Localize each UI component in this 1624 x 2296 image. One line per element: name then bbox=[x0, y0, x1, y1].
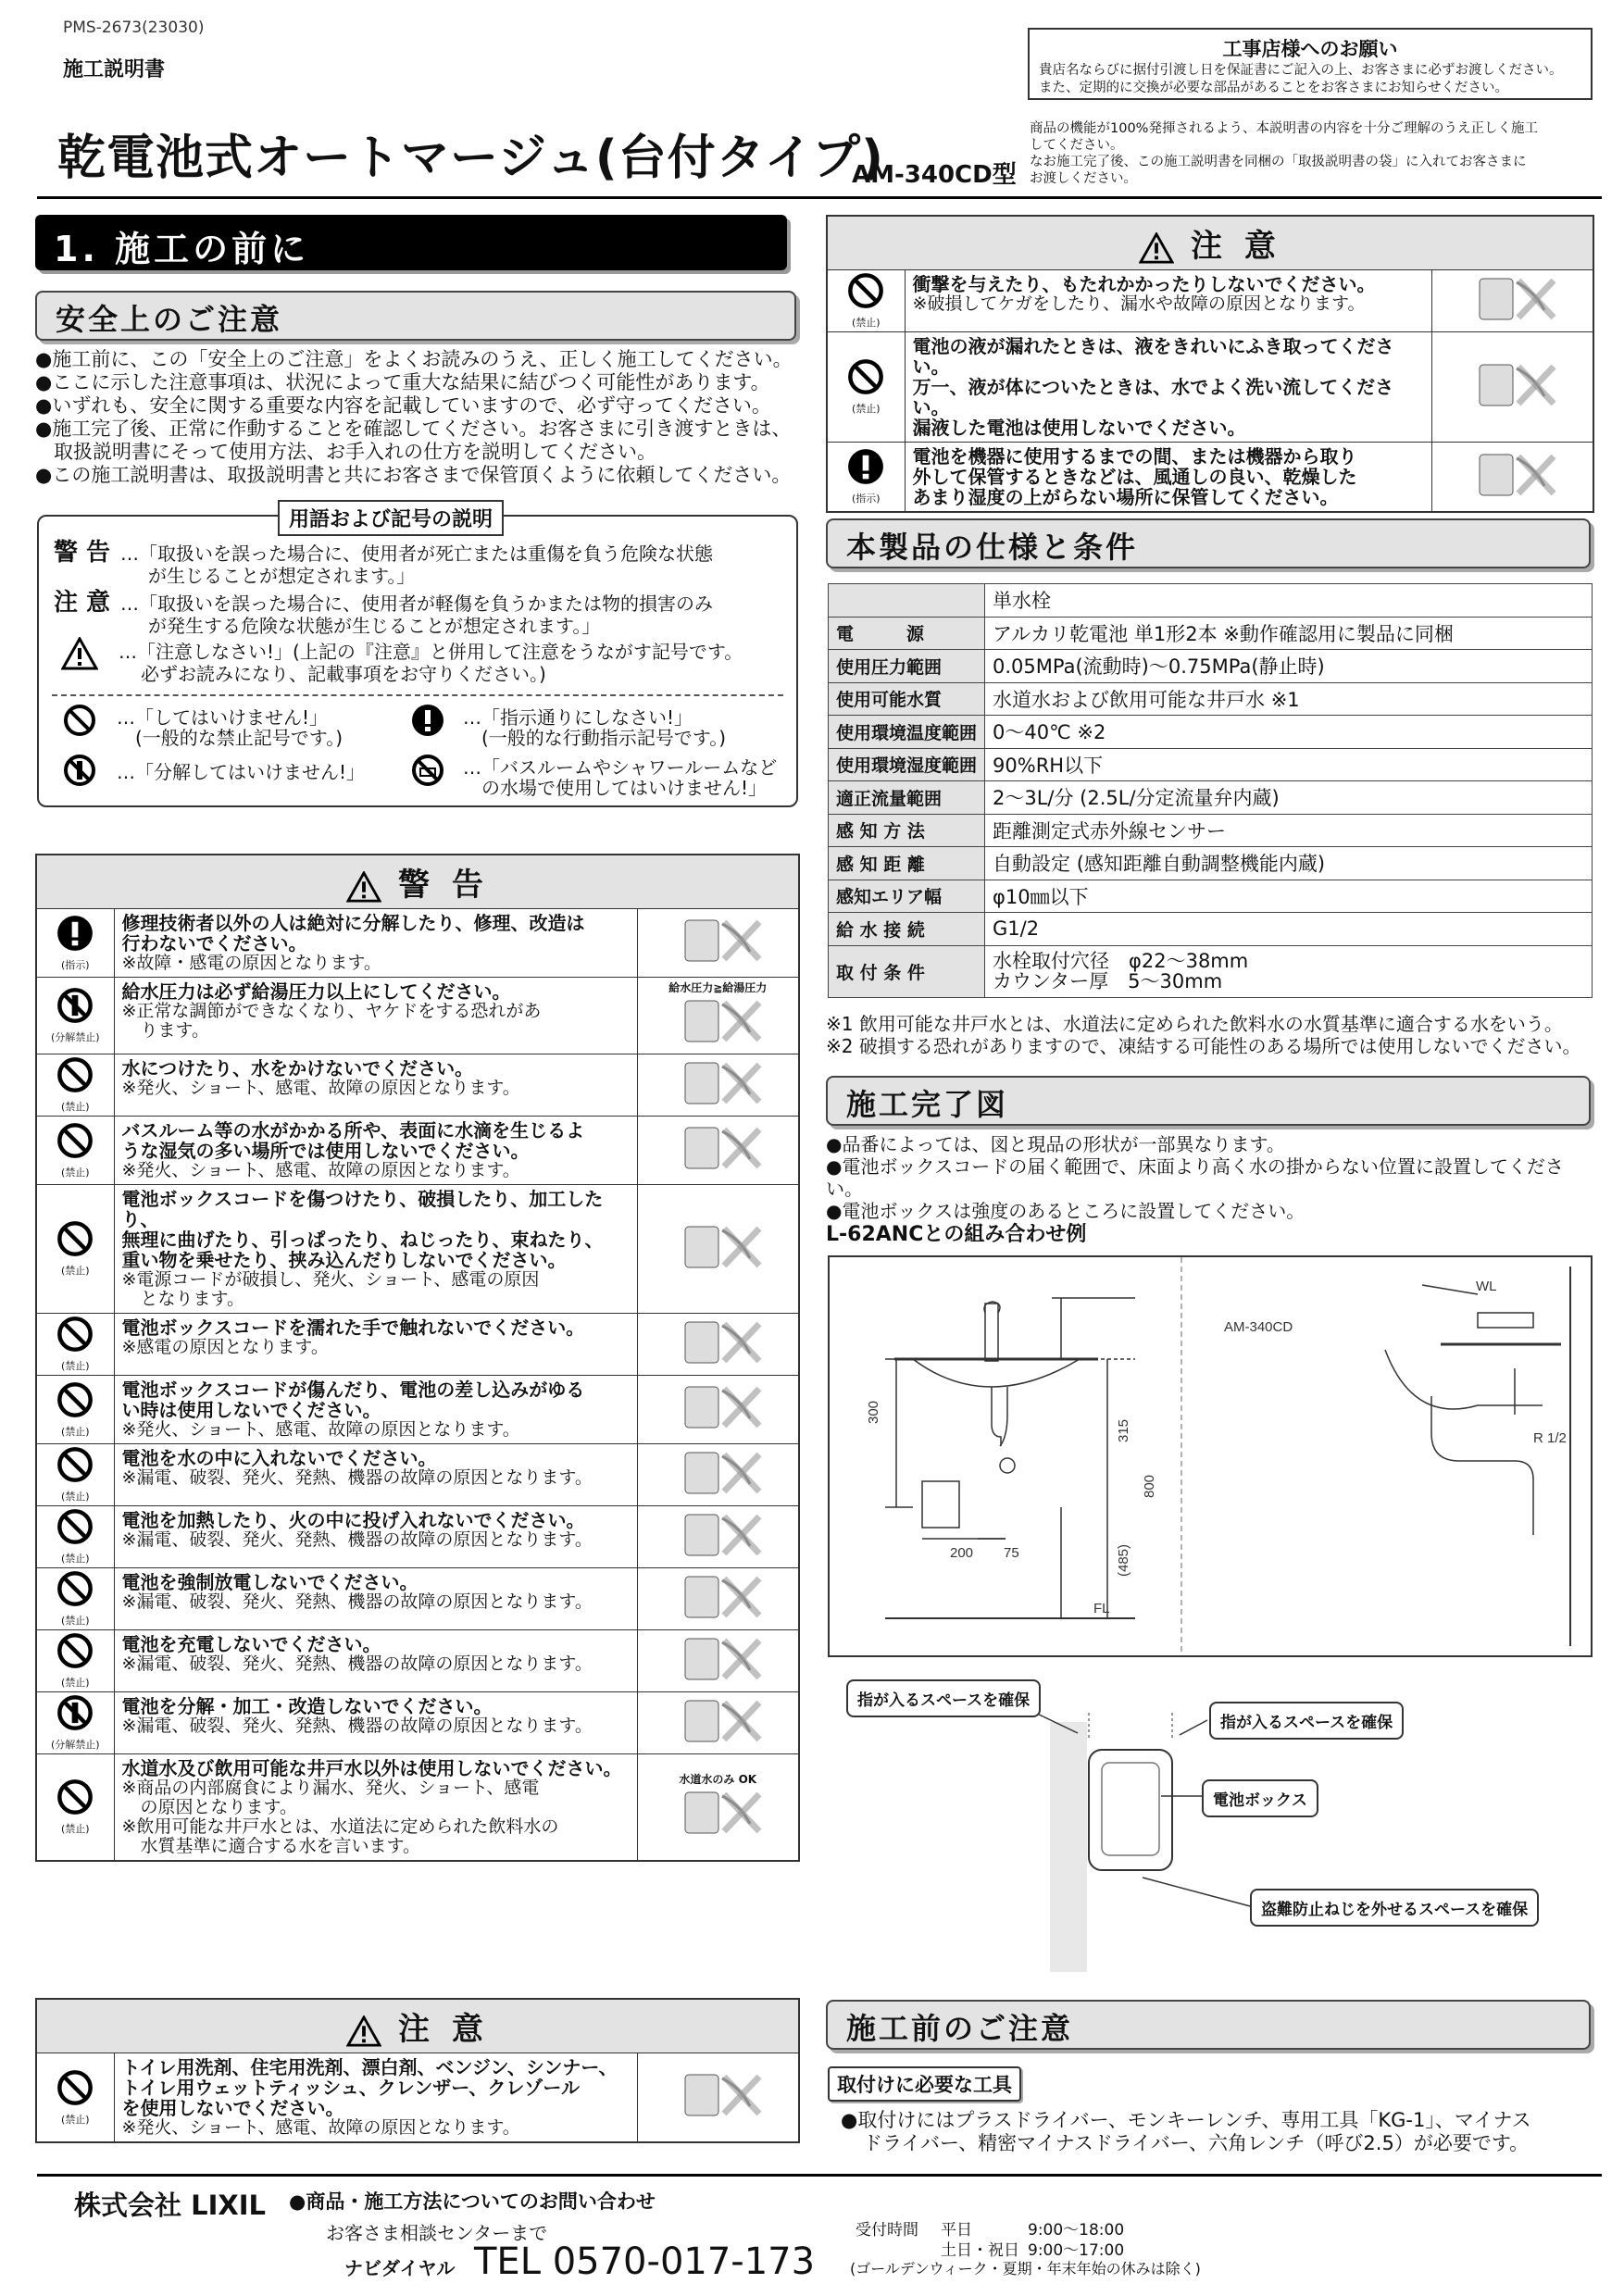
row-note-line: ※電源コードが破損し、発火、ショート、感電の原因 bbox=[121, 1269, 540, 1290]
icon-label: (分解禁止) bbox=[50, 1031, 100, 1043]
spec-key: 使用環境温度範囲 bbox=[829, 716, 985, 749]
install-note bbox=[1030, 120, 1594, 187]
dim-315: 315 bbox=[1116, 1418, 1131, 1442]
caution-header: 注 意 bbox=[827, 216, 1593, 270]
label-r12: R 1/2 bbox=[1533, 1430, 1567, 1446]
warning-triangle-icon bbox=[346, 2015, 381, 2047]
spec-key: 使用可能水質 bbox=[829, 682, 985, 716]
label-wl: WL bbox=[1476, 1279, 1497, 1294]
spec-row bbox=[829, 945, 1593, 997]
icon-label: (禁止) bbox=[851, 317, 881, 329]
row-illustration bbox=[637, 1630, 799, 1692]
complete-bullets bbox=[826, 1133, 1594, 1222]
row-illustration bbox=[637, 1054, 799, 1117]
illustration-caption: 給水圧力≧給湯圧力 bbox=[668, 981, 768, 994]
row-title-line: トイレ用ウェットティッシュ、クレンザー、クレゾール bbox=[121, 2077, 580, 2099]
disassemble-prohibit-icon bbox=[56, 987, 94, 1024]
row-icon bbox=[827, 443, 905, 513]
spec-note: ※1 飲用可能な井戸水とは、水道法に定められた飲料水の水質基準に適合する水をいう。 bbox=[826, 1013, 1563, 1035]
spec-row bbox=[829, 880, 1593, 913]
install-note-line: なお施工完了後、この施工説明書を同梱の「取扱説明書の袋」に入れてお客さまに bbox=[1030, 155, 1527, 169]
row-text bbox=[114, 1692, 637, 1754]
hours-weekday-time: 9:00～18:00 bbox=[1028, 2221, 1125, 2240]
illustration-icon bbox=[667, 1316, 768, 1368]
row-text bbox=[114, 1630, 637, 1692]
row-title-line: うな湿気の多い場所では使用しないでください。 bbox=[121, 1140, 530, 1162]
dim-300: 300 bbox=[866, 1400, 881, 1424]
row-note-line: の原因となります。 bbox=[140, 1797, 297, 1817]
row-note-line: ※漏電、破裂、発火、発熱、機器の故障の原因となります。 bbox=[121, 1467, 593, 1488]
install-note-line: 商品の機能が100%発揮されるよう、本説明書の内容を十分ご理解のうえ正しく施工 bbox=[1030, 121, 1538, 136]
spec-key: 感知エリア幅 bbox=[829, 880, 985, 913]
icon-label: (禁止) bbox=[60, 1265, 90, 1277]
prohibit-icon bbox=[56, 1056, 94, 1093]
dim-75: 75 bbox=[1004, 1545, 1019, 1561]
dim-800: 800 bbox=[1142, 1474, 1157, 1498]
warning-row bbox=[36, 1376, 799, 1444]
hours-weekend-time: 9:00～17:00 bbox=[1028, 2241, 1125, 2260]
row-text bbox=[114, 1054, 637, 1117]
warning-row bbox=[36, 1185, 799, 1314]
spec-row bbox=[829, 913, 1593, 946]
row-note-line: ※漏電、破裂、発火、発熱、機器の故障の原因となります。 bbox=[121, 1529, 593, 1550]
caution-row bbox=[827, 332, 1593, 443]
spec-key: 使用圧力範囲 bbox=[829, 650, 985, 683]
footer-rule bbox=[37, 2174, 1602, 2177]
warning-triangle-icon bbox=[1139, 232, 1174, 264]
prohibit-icon bbox=[56, 1632, 94, 1669]
row-illustration bbox=[637, 909, 799, 978]
spec-value bbox=[985, 945, 1593, 997]
warning-row bbox=[36, 1054, 799, 1117]
row-title-line: トイレ用洗剤、住宅用洗剤、漂白剤、ベンジン、シンナー、 bbox=[121, 2056, 618, 2078]
prohibit-icon bbox=[56, 1508, 94, 1545]
safety-bullet: ●ここに示した注意事項は、状況によって重大な結果に結びつく可能性があります。 bbox=[35, 371, 770, 393]
callout-finger-space-right: 指が入るスペースを確保 bbox=[1209, 1702, 1404, 1740]
row-icon bbox=[36, 1506, 114, 1568]
terms-title: 用語および記号の説明 bbox=[278, 500, 504, 536]
row-icon bbox=[36, 909, 114, 978]
row-title-line: 外して保管するときなどは、風通しの良い、乾燥した bbox=[912, 466, 1357, 488]
illustration-icon bbox=[667, 1509, 768, 1561]
icon-label: (禁止) bbox=[60, 1553, 90, 1565]
row-title-line: 電池を加熱したり、火の中に投げ入れないでください。 bbox=[121, 1509, 585, 1531]
row-note-line: ※発火、ショート、感電、故障の原因となります。 bbox=[121, 1078, 520, 1098]
illustration-icon bbox=[667, 1787, 768, 1839]
spec-key: 給 水 接 続 bbox=[829, 913, 985, 946]
tools-text: ●取付けにはプラスドライバー、モンキーレンチ、専用工具「KG-1」、マイナス ドライバー、精密マイナスドライバー、六角レンチ（呼び2.5）が必要です。 bbox=[841, 2109, 1531, 2154]
illustration-icon bbox=[1461, 359, 1563, 411]
icon-label: (禁止) bbox=[60, 1360, 90, 1372]
row-title-line: 漏液した電池は使用しないでください。 bbox=[912, 417, 1246, 439]
dim-200: 200 bbox=[950, 1545, 974, 1561]
icon-label: (禁止) bbox=[60, 1425, 90, 1438]
row-text bbox=[114, 2053, 637, 2143]
spec-row bbox=[829, 847, 1593, 880]
warning-header: 警 告 bbox=[36, 855, 799, 909]
row-note-line: ※漏電、破裂、発火、発熱、機器の故障の原因となります。 bbox=[121, 1653, 593, 1674]
dim-485: (485) bbox=[1116, 1543, 1131, 1577]
caution-row bbox=[36, 2053, 799, 2143]
row-title-line: バスルーム等の水がかかる所や、表面に水滴を生じるよ bbox=[121, 1119, 585, 1142]
row-text bbox=[114, 1506, 637, 1568]
prohibit-icon bbox=[56, 1570, 94, 1607]
safety-bullet: ●この施工説明書は、取扱説明書と共にお客さまで保管頂くように依頼してください。 bbox=[35, 464, 792, 486]
terms-warning: 警 告 …「取扱いを誤った場合に、使用者が死亡または重傷を負う危険な状態 が生じることが想定されます。」 bbox=[54, 539, 713, 587]
row-icon bbox=[36, 978, 114, 1054]
row-icon bbox=[36, 1054, 114, 1117]
spec-value-line: 水栓取付穴径 φ22～38mm bbox=[993, 950, 1249, 972]
spec-row bbox=[829, 682, 1593, 716]
instruct-icon bbox=[56, 915, 94, 952]
inquiry-heading: ●商品・施工方法についてのお問い合わせ bbox=[289, 2190, 656, 2213]
safety-bullet: ●施工完了後、正常に作動することを確認してください。お客さまに引き渡すときは、 bbox=[35, 418, 792, 440]
warning-row bbox=[36, 1630, 799, 1692]
row-illustration bbox=[637, 1185, 799, 1314]
warning-triangle-icon bbox=[61, 637, 98, 670]
doc-type: 施工説明書 bbox=[63, 58, 166, 81]
install-note-line: してください。 bbox=[1030, 138, 1124, 153]
prohibit-icon bbox=[63, 704, 96, 737]
tel-number: TEL 0570-017-173 bbox=[474, 2240, 816, 2283]
row-icon bbox=[827, 332, 905, 443]
row-text bbox=[114, 1568, 637, 1630]
row-text bbox=[905, 270, 1431, 332]
icon-label: (禁止) bbox=[60, 1491, 90, 1503]
warning-row bbox=[36, 978, 799, 1054]
row-note-line: ※発火、ショート、感電、故障の原因となります。 bbox=[121, 1160, 520, 1180]
navi-dial: ナビダイヤル bbox=[344, 2257, 456, 2279]
completion-diagram bbox=[828, 1255, 1593, 1657]
row-title-line: 電池を充電しないでください。 bbox=[121, 1633, 381, 1655]
row-text bbox=[114, 1444, 637, 1506]
row-note-line: ※発火、ショート、感電、故障の原因となります。 bbox=[121, 2117, 520, 2138]
instruct-icon bbox=[847, 448, 884, 485]
row-illustration bbox=[1431, 270, 1593, 332]
row-text bbox=[114, 1185, 637, 1314]
spec-value: 自動設定 (感知距離自動調整機能内蔵) bbox=[985, 847, 1593, 880]
icon-label: (禁止) bbox=[60, 1101, 90, 1113]
row-illustration bbox=[637, 1444, 799, 1506]
spec-value-line: カウンター厚 5～30mm bbox=[993, 970, 1223, 992]
warning-row bbox=[36, 1506, 799, 1568]
terms-divider bbox=[52, 694, 783, 696]
safety-bullets bbox=[35, 348, 804, 487]
spec-row bbox=[829, 617, 1593, 650]
row-illustration bbox=[637, 1314, 799, 1376]
row-note-line: ※破損してケガをしたり、漏水や故障の原因となります。 bbox=[912, 293, 1366, 314]
row-illustration bbox=[637, 1754, 799, 1862]
icon-label: (禁止) bbox=[60, 1677, 90, 1689]
prohibit-icon bbox=[56, 1316, 94, 1353]
spec-key: 感 知 方 法 bbox=[829, 814, 985, 847]
row-title-line: を使用しないでください。 bbox=[121, 2097, 344, 2119]
row-note-line: ※飲用可能な井戸水とは、水道法に定められた飲料水の bbox=[121, 1816, 559, 1837]
complete-bullet: ●品番によっては、図と現品の形状が一部異なります。 bbox=[826, 1133, 1285, 1155]
label-fl: FL bbox=[1093, 1601, 1110, 1616]
prohibit-icon bbox=[56, 1446, 94, 1483]
prohibit-icon bbox=[56, 2069, 94, 2106]
row-title-line: 電池ボックスコードを傷つけたり、破損したり、加工したり、 bbox=[121, 1188, 604, 1230]
illustration-icon bbox=[667, 915, 768, 967]
spec-table bbox=[828, 583, 1593, 998]
safety-heading: 安全上のご注意 bbox=[35, 291, 796, 341]
row-note-line: ※発火、ショート、感電、故障の原因となります。 bbox=[121, 1419, 520, 1440]
label-model: AM-340CD bbox=[1224, 1319, 1293, 1335]
illustration-icon bbox=[667, 995, 768, 1047]
callout-battery-box: 電池ボックス bbox=[1202, 1779, 1318, 1817]
row-title-line: 行わないでください。 bbox=[121, 932, 307, 955]
prohibit-icon bbox=[56, 1122, 94, 1159]
row-text bbox=[114, 909, 637, 978]
row-illustration bbox=[637, 1117, 799, 1185]
caution-row bbox=[827, 270, 1593, 332]
icon-label: (指示) bbox=[60, 958, 90, 971]
spec-value: G1/2 bbox=[985, 913, 1593, 946]
spec-key: 適正流量範囲 bbox=[829, 781, 985, 815]
install-note-line: お渡しください。 bbox=[1030, 171, 1137, 186]
complete-bullet: ●電池ボックスは強度のあるところに設置してください。 bbox=[826, 1200, 1305, 1222]
row-illustration bbox=[637, 1506, 799, 1568]
row-text bbox=[114, 1117, 637, 1185]
row-title-line: 電池を水の中に入れないでください。 bbox=[121, 1447, 437, 1469]
warning-row bbox=[36, 909, 799, 978]
row-title-line: い時は使用しないでください。 bbox=[121, 1399, 381, 1421]
callout-finger-space-left: 指が入るスペースを確保 bbox=[846, 1679, 1041, 1717]
section-1-title: 1. 施工の前に bbox=[35, 215, 787, 270]
spec-row bbox=[829, 716, 1593, 749]
row-icon bbox=[36, 2053, 114, 2143]
row-text bbox=[905, 443, 1431, 513]
icon-label: (指示) bbox=[851, 493, 881, 505]
illustration-icon bbox=[667, 1633, 768, 1685]
terms-prohibit-desc: …「してはいけません!」 (一般的な禁止記号です。) bbox=[117, 706, 344, 749]
holiday-note: (ゴールデンウィーク・夏期・年末年始の休みは除く) bbox=[850, 2260, 1201, 2277]
caution-table-left bbox=[35, 1998, 800, 2143]
header-rule bbox=[37, 196, 1602, 199]
request-line: 貴店名ならびに据付引渡し日を保証書にご記入の上、お客さまに必ずお渡しください。 bbox=[1039, 63, 1563, 78]
icon-label: (分解禁止) bbox=[50, 1739, 100, 1751]
warning-row bbox=[36, 1314, 799, 1376]
complete-heading: 施工完了図 bbox=[826, 1076, 1591, 1126]
row-title-line: 衝撃を与えたり、もたれかかったりしないでください。 bbox=[912, 273, 1376, 295]
spec-key: 電 源 bbox=[829, 617, 985, 650]
illustration-caption: 水道水のみ OK bbox=[679, 1773, 757, 1786]
spec-row bbox=[829, 781, 1593, 815]
warning-row bbox=[36, 1444, 799, 1506]
diagram-drawing bbox=[830, 1257, 1591, 1655]
terms-instruct-desc: …「指示通りにしなさい!」 (一般的な行動指示記号です。) bbox=[463, 706, 727, 749]
company-name: 株式会社 LIXIL bbox=[74, 2190, 266, 2221]
prohibit-icon bbox=[847, 358, 884, 395]
caution-row bbox=[827, 443, 1593, 513]
spec-value: 90%RH以下 bbox=[985, 748, 1593, 781]
terms-caution: 注 意 …「取扱いを誤った場合に、使用者が軽傷を負うかまたは物的損害のみ が発生する危険な状態が生じることが想定されます。」 bbox=[54, 589, 713, 637]
row-icon bbox=[36, 1376, 114, 1444]
row-title-line: 万一、液が体についたときは、水でよく洗い流してください。 bbox=[912, 376, 1394, 418]
row-title-line: 給水圧力は必ず給湯圧力以上にしてください。 bbox=[121, 980, 511, 1003]
illustration-icon bbox=[667, 1447, 768, 1499]
illustration-icon bbox=[667, 1221, 768, 1273]
disassemble-prohibit-icon bbox=[63, 754, 96, 787]
icon-label: (禁止) bbox=[60, 2113, 90, 2126]
row-illustration bbox=[637, 1692, 799, 1754]
row-note-line: ります。 bbox=[140, 1020, 209, 1041]
row-illustration bbox=[637, 1376, 799, 1444]
illustration-icon bbox=[667, 1571, 768, 1623]
row-note-line: ※漏電、破裂、発火、発熱、機器の故障の原因となります。 bbox=[121, 1716, 593, 1736]
spec-value: アルカリ乾電池 単1形2本 ※動作確認用に製品に同梱 bbox=[985, 617, 1593, 650]
icon-label: (禁止) bbox=[60, 1166, 90, 1179]
row-title-line: あまり湿度の上がらない場所に保管してください。 bbox=[912, 486, 1339, 508]
row-title-line: 電池ボックスコードを濡れた手で触れないでください。 bbox=[121, 1316, 585, 1339]
row-icon bbox=[36, 1630, 114, 1692]
row-title-line: 重い物を乗せたり、挟み込んだりしないでください。 bbox=[121, 1249, 567, 1271]
row-note-line: となります。 bbox=[140, 1289, 244, 1309]
row-illustration bbox=[637, 978, 799, 1054]
request-box bbox=[1028, 28, 1593, 100]
row-illustration bbox=[1431, 332, 1593, 443]
row-text bbox=[114, 1314, 637, 1376]
row-icon bbox=[827, 270, 905, 332]
row-illustration bbox=[637, 2053, 799, 2143]
row-note-line: ※商品の内部腐食により漏水、発火、ショート、感電 bbox=[121, 1778, 540, 1798]
row-title-line: 修理技術者以外の人は絶対に分解したり、修理、改造は bbox=[121, 912, 585, 934]
spec-note: ※2 破損する恐れがありますので、凍結する可能性のある場所では使用しないでください。 bbox=[826, 1035, 1581, 1057]
warning-row bbox=[36, 1117, 799, 1185]
row-icon bbox=[36, 1444, 114, 1506]
row-text bbox=[114, 1754, 637, 1862]
terms-triangle-desc: …「注意しなさい!」(上記の『注意』と併用して注意をうながす記号です。 必ずお読みになり、記載事項をお守りください。) bbox=[119, 641, 743, 685]
illustration-icon bbox=[667, 1122, 768, 1174]
illustration-icon bbox=[1461, 273, 1563, 325]
warning-triangle-icon bbox=[346, 871, 381, 903]
row-icon bbox=[36, 1754, 114, 1862]
spec-value: 0.05MPa(流動時)～0.75MPa(静止時) bbox=[985, 650, 1593, 683]
safety-bullet: 取扱説明書にそって使用方法、お手入れの仕方を説明してください。 bbox=[54, 441, 656, 463]
complete-bullet: ●電池ボックスコードの届く範囲で、床面より高く水の掛からない位置に設置してください。 bbox=[826, 1155, 1564, 1200]
warning-row bbox=[36, 1754, 799, 1862]
spec-row bbox=[829, 584, 1593, 618]
row-title-line: 水道水及び飲用可能な井戸水以外は使用しないでください。 bbox=[121, 1757, 622, 1779]
spec-heading: 本製品の仕様と条件 bbox=[826, 518, 1591, 568]
row-note-line: ※故障・感電の原因となります。 bbox=[121, 953, 381, 973]
tools-label: 取付けに必要な工具 bbox=[828, 2066, 1021, 2102]
spec-value: 単水栓 bbox=[985, 584, 1593, 618]
row-note-line: ※正常な調節ができなくなり、ヤケドをする恐れがあ bbox=[121, 1001, 542, 1021]
spec-value: 2～3L/分 (2.5L/分定流量弁内蔵) bbox=[985, 781, 1593, 815]
request-line: また、定期的に交換が必要な部品があることをお客さまにお知らせください。 bbox=[1039, 81, 1509, 95]
prohibit-icon bbox=[56, 1381, 94, 1418]
disassemble-prohibit-icon bbox=[56, 1694, 94, 1731]
spec-value: φ10㎜以下 bbox=[985, 880, 1593, 913]
spec-key: 感 知 距 離 bbox=[829, 847, 985, 880]
example-caption: L-62ANCとの組み合わせ例 bbox=[826, 1223, 1087, 1246]
row-note-line: ※感電の原因となります。 bbox=[121, 1337, 329, 1357]
row-icon bbox=[36, 1314, 114, 1376]
row-illustration bbox=[637, 1568, 799, 1630]
illustration-icon bbox=[667, 1695, 768, 1747]
spec-value: 0～40℃ ※2 bbox=[985, 716, 1593, 749]
hours-weekday-label: 平日 bbox=[941, 2221, 972, 2240]
illustration-icon bbox=[667, 1381, 768, 1433]
spec-row bbox=[829, 748, 1593, 781]
row-note-line: 水質基準に適合する水を言います。 bbox=[140, 1836, 420, 1856]
row-title-line: 電池を機器に使用するまでの間、または機器から取り bbox=[912, 445, 1357, 468]
safety-bullet: ●いずれも、安全に関する重要な内容を記載していますので、必ず守ってください。 bbox=[35, 394, 771, 417]
terms-water-desc: …「バスルームやシャワールームなど の水場で使用してはいけません!」 bbox=[463, 756, 778, 799]
prohibit-icon bbox=[56, 1220, 94, 1257]
row-title-line: 電池を分解・加工・改造しないでください。 bbox=[121, 1695, 493, 1717]
illustration-icon bbox=[667, 2069, 768, 2121]
prohibit-icon bbox=[847, 272, 884, 309]
row-icon bbox=[36, 1692, 114, 1754]
hours-weekend-label: 土日・祝日 bbox=[941, 2241, 1019, 2260]
spec-key: 取 付 条 件 bbox=[829, 945, 985, 997]
illustration-icon bbox=[667, 1057, 768, 1109]
page-title: 乾電池式オートマージュ(台付タイプ) bbox=[57, 131, 884, 186]
row-title-line: 水につけたり、水をかけないでください。 bbox=[121, 1057, 474, 1079]
row-icon bbox=[36, 1185, 114, 1314]
spec-row bbox=[829, 814, 1593, 847]
row-illustration bbox=[1431, 443, 1593, 513]
request-title: 工事店様へのお願い bbox=[1222, 38, 1398, 60]
warning-table bbox=[35, 854, 800, 1862]
spec-value: 水道水および飲用可能な井戸水 ※1 bbox=[985, 682, 1593, 716]
row-icon bbox=[36, 1117, 114, 1185]
doc-code: PMS-2673(23030) bbox=[63, 19, 205, 37]
spec-key: 使用環境湿度範囲 bbox=[829, 748, 985, 781]
instruct-icon bbox=[411, 704, 444, 737]
warning-row bbox=[36, 1568, 799, 1630]
spec-key bbox=[829, 584, 985, 618]
battery-box-diagram bbox=[828, 1666, 1593, 1972]
hours-label: 受付時間 bbox=[856, 2221, 918, 2240]
row-title-line: 電池の液が漏れたときは、液をきれいにふき取ってください。 bbox=[912, 335, 1394, 378]
row-text bbox=[114, 1376, 637, 1444]
row-text bbox=[905, 332, 1431, 443]
row-title-line: 無理に曲げたり、引っぱったり、ねじったり、束ねたり、 bbox=[121, 1229, 604, 1251]
center-name: お客さま相談センターまで bbox=[326, 2222, 548, 2244]
before-heading: 施工前のご注意 bbox=[826, 2000, 1591, 2050]
caution-table-right bbox=[826, 215, 1594, 513]
icon-label: (禁止) bbox=[60, 1823, 90, 1835]
row-text bbox=[114, 978, 637, 1054]
caution-header: 注 意 bbox=[36, 1999, 799, 2053]
icon-label: (禁止) bbox=[851, 403, 881, 415]
row-icon bbox=[36, 1568, 114, 1630]
row-title-line: 電池を強制放電しないでください。 bbox=[121, 1571, 418, 1593]
row-title-line: 電池ボックスコードが傷んだり、電池の差し込みがゆる bbox=[121, 1379, 585, 1401]
model-number: AM-340CD型 bbox=[852, 161, 1017, 189]
row-note-line: ※漏電、破裂、発火、発熱、機器の故障の原因となります。 bbox=[121, 1591, 593, 1612]
safety-bullet: ●施工前に、この「安全上のご注意」をよくお読みのうえ、正しく施工してください。 bbox=[35, 348, 793, 370]
callout-screw-space: 盗難防止ねじを外せるスペースを確保 bbox=[1250, 1889, 1539, 1927]
warning-row bbox=[36, 1692, 799, 1754]
prohibit-icon bbox=[56, 1778, 94, 1816]
terms-disassemble-desc: …「分解してはいけません!」 bbox=[117, 761, 366, 783]
no-water-area-icon bbox=[411, 754, 444, 787]
spec-value: 距離測定式赤外線センサー bbox=[985, 814, 1593, 847]
illustration-icon bbox=[1461, 449, 1563, 501]
icon-label: (禁止) bbox=[60, 1615, 90, 1627]
spec-row bbox=[829, 650, 1593, 683]
